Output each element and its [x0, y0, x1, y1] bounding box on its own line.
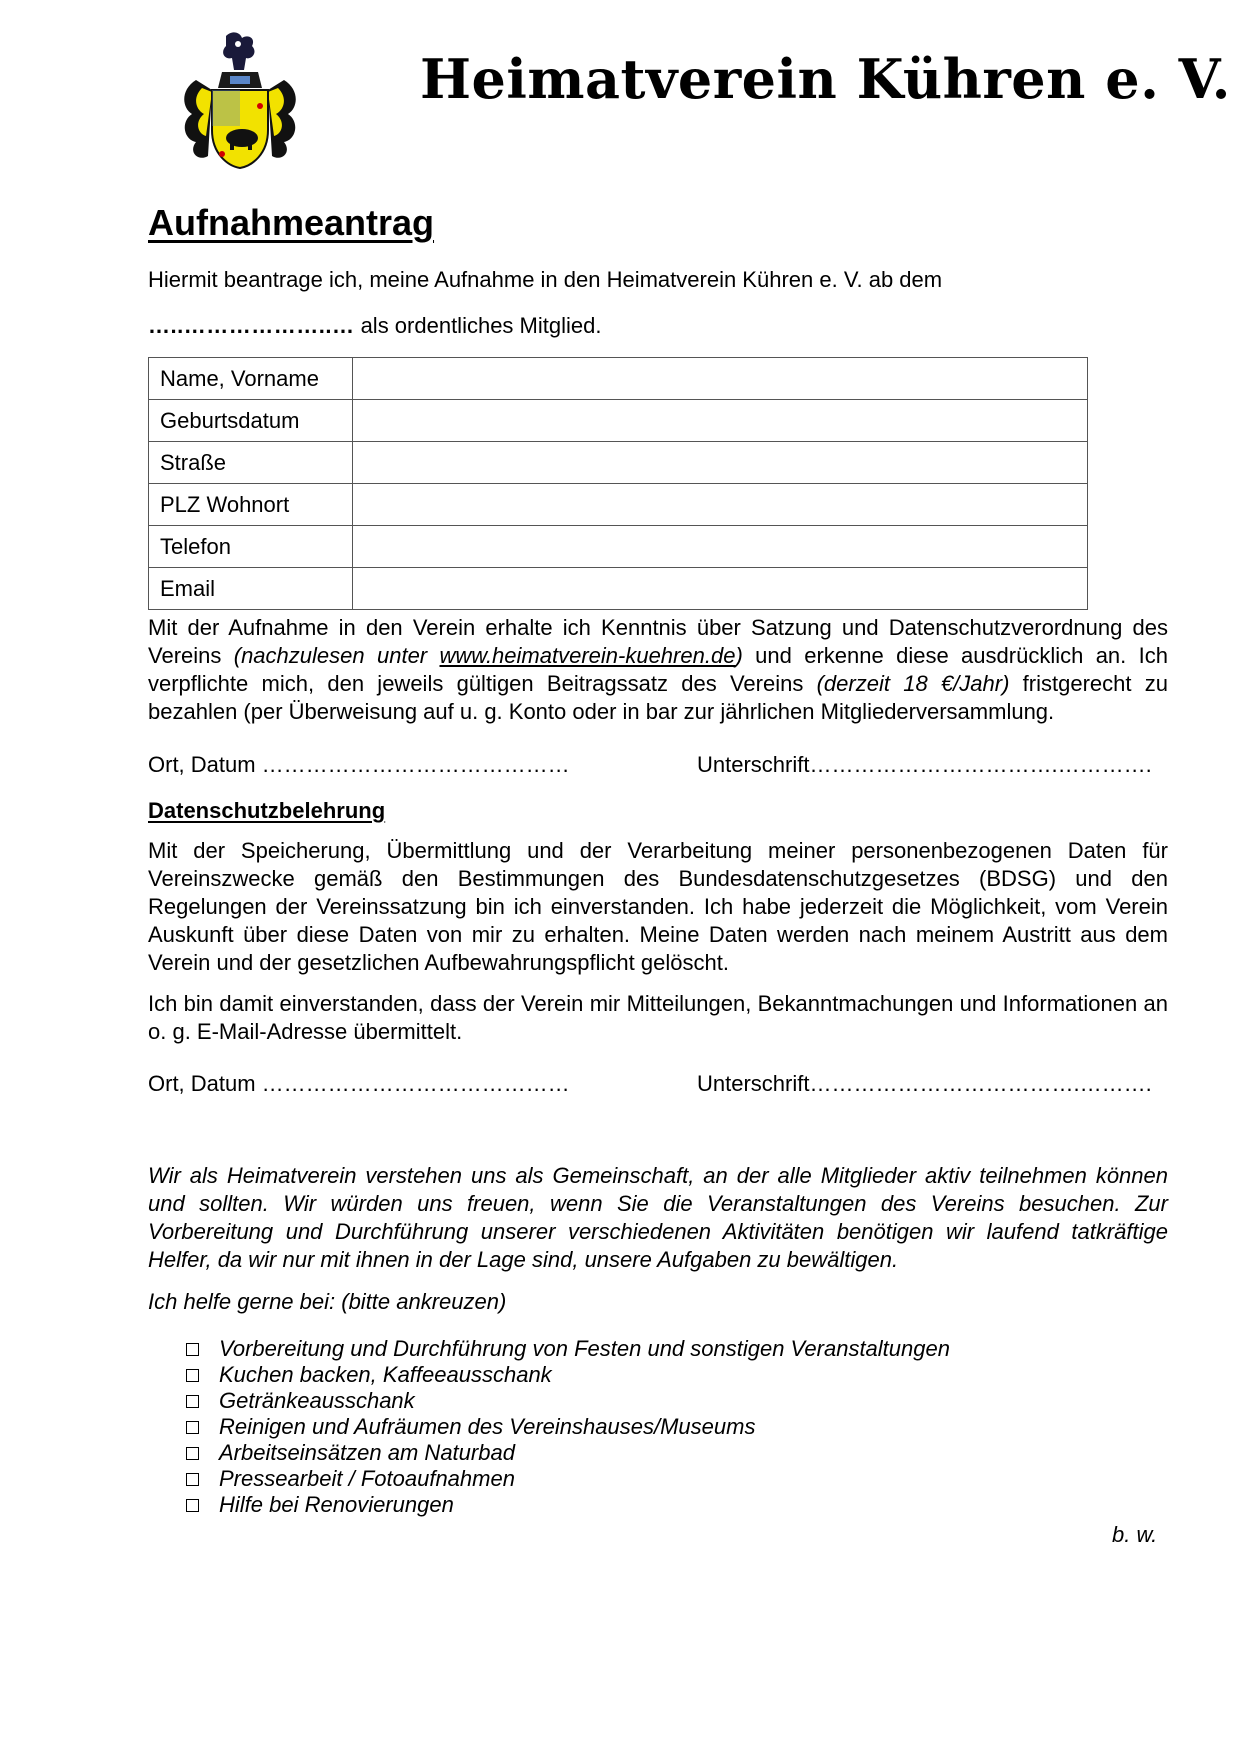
place-date-field-1[interactable]: Ort, Datum ……………………………………	[148, 752, 570, 777]
option-label: Kuchen backen, Kaffeeausschank	[219, 1362, 552, 1387]
checkbox[interactable]	[186, 1395, 199, 1408]
field-label: Email	[149, 568, 353, 610]
field-label: Straße	[149, 442, 353, 484]
volunteer-option[interactable]	[186, 1414, 950, 1440]
checkbox[interactable]	[186, 1421, 199, 1434]
page-turn-note: b. w.	[1112, 1522, 1158, 1547]
privacy-heading: Datenschutzbelehrung	[148, 798, 386, 823]
checkbox[interactable]	[186, 1499, 199, 1512]
option-label: Reinigen und Aufräumen des Vereinshauses/Museums	[219, 1414, 756, 1439]
personal-data-table	[148, 357, 1088, 610]
terms-text-4: und erkenne diese ausdrücklich an. Ich verpflichte mich, den jeweils gültigen Beitragssatz des Vereins	[148, 643, 1168, 696]
field-input[interactable]	[353, 358, 1088, 400]
signature-field-1[interactable]: Unterschrift…………………………….………….	[697, 752, 1152, 777]
field-label: Geburtsdatum	[149, 400, 353, 442]
volunteer-option[interactable]	[186, 1440, 950, 1466]
field-label: Name, Vorname	[149, 358, 353, 400]
privacy-paragraph-1: Mit der Speicherung, Übermittlung und der Verarbeitung meiner personenbezogenen Daten für Vereinszwecke gemäß den Bestimmungen des Bundesdatenschutzgesetzes (BDSG) und den Regelungen der Vereinssatzung bin ich einverstanden. Ich habe jederzeit die Möglichkeit, vom Verein Auskunft über diese Daten von mir zu erhalten. Meine Daten werden nach meinem Austritt aus dem Verein und der gesetzlichen Aufbewahrungspflicht gelöscht.	[148, 838, 1168, 975]
terms-text-6: fristgerecht zu bezahlen (per Überweisung auf u. g. Konto oder in bar zur jährlichen Mitgliederversammlung.	[148, 671, 1168, 724]
option-label: Vorbereitung und Durchführung von Festen und sonstigen Veranstaltungen	[219, 1336, 950, 1361]
option-label: Arbeitseinsätzen am Naturbad	[219, 1440, 515, 1465]
option-label: Hilfe bei Renovierungen	[219, 1492, 454, 1517]
form-row	[149, 526, 1088, 568]
place-date-field-2[interactable]: Ort, Datum ……………………………………	[148, 1071, 570, 1096]
volunteer-option[interactable]	[186, 1336, 950, 1362]
terms-text-1: Mit der Aufnahme in den Verein erhalte ich Kenntnis über Satzung und Datenschutzverordnung des Vereins	[148, 615, 1168, 668]
volunteer-option[interactable]	[186, 1362, 950, 1388]
website-link[interactable]: www.heimatverein-kuehren.de	[439, 643, 736, 668]
privacy-paragraph-2: Ich bin damit einverstanden, dass der Verein mir Mitteilungen, Bekanntmachungen und Informationen an o. g. E-Mail-Adresse übermittelt.	[148, 991, 1168, 1044]
field-label: PLZ Wohnort	[149, 484, 353, 526]
field-input[interactable]	[353, 442, 1088, 484]
start-date-blank[interactable]: …..………………..…	[148, 313, 355, 338]
form-row	[149, 400, 1088, 442]
volunteer-option[interactable]	[186, 1492, 950, 1518]
field-input[interactable]	[353, 568, 1088, 610]
intro-line-start-date	[148, 312, 601, 340]
volunteer-paragraph: Wir als Heimatverein verstehen uns als Gemeinschaft, an der alle Mitglieder aktiv teilnehmen können und sollten. Wir würden uns freuen, wenn Sie die Veranstaltungen des Vereins besuchen. Zur Vorbereitung und Durchführung unserer verschiedenen Aktivitäten benötigen wir laufend tatkräftige Helfer, da wir nur mit ihnen in der Lage sind, unsere Aufgaben zu bewältigen.	[148, 1163, 1168, 1272]
form-row	[149, 442, 1088, 484]
form-row	[149, 568, 1088, 610]
checkbox[interactable]	[186, 1369, 199, 1382]
checkbox[interactable]	[186, 1343, 199, 1356]
form-row	[149, 358, 1088, 400]
help-prompt: Ich helfe gerne bei: (bitte ankreuzen)	[148, 1289, 507, 1314]
organization-title: Heimatverein Kühren e. V.	[420, 47, 1231, 111]
checkbox[interactable]	[186, 1447, 199, 1460]
field-input[interactable]	[353, 526, 1088, 568]
terms-text-3: )	[735, 643, 743, 668]
signature-field-2[interactable]: Unterschrift……………………………….……….	[697, 1071, 1152, 1096]
form-row	[149, 484, 1088, 526]
field-input[interactable]	[353, 484, 1088, 526]
option-label: Getränkeausschank	[219, 1388, 415, 1413]
coat-of-arms-logo	[178, 30, 302, 170]
intro-line: Hiermit beantrage ich, meine Aufnahme in den Heimatverein Kühren e. V. ab dem	[148, 267, 943, 292]
field-label: Telefon	[149, 526, 353, 568]
volunteer-options-list	[186, 1336, 950, 1518]
volunteer-option[interactable]	[186, 1466, 950, 1492]
volunteer-option[interactable]	[186, 1388, 950, 1414]
page-title: Aufnahmeantrag	[148, 202, 435, 243]
membership-terms-paragraph	[148, 614, 1168, 726]
fee-text: (derzeit 18 €/Jahr)	[816, 671, 1010, 696]
intro-line-rest: als ordentliches Mitglied.	[354, 313, 602, 338]
checkbox[interactable]	[186, 1473, 199, 1486]
option-label: Pressearbeit / Fotoaufnahmen	[219, 1466, 515, 1491]
field-input[interactable]	[353, 400, 1088, 442]
terms-text-2: (nachzulesen unter	[233, 643, 440, 668]
